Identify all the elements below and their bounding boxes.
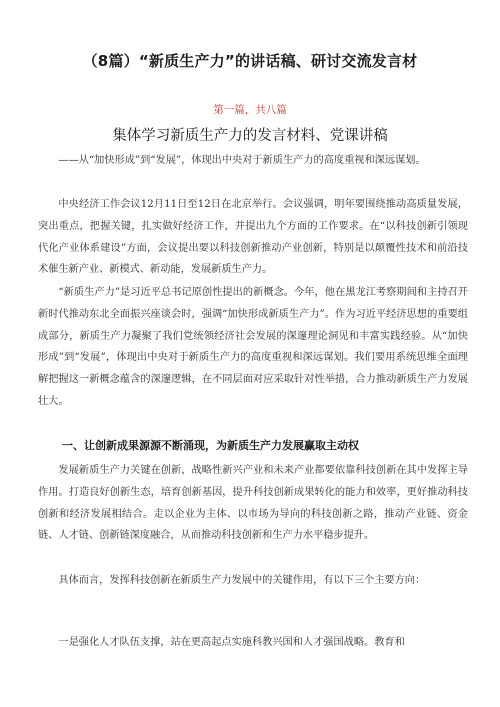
article-subtitle: ——从“加快形成”到“发展”，体现出中央对于新质生产力的高度重视和深远谋划。: [58, 155, 426, 166]
body-paragraph: 发展新质生产力关键在创新，战略性新兴产业和未来产业都要依靠科技创新在其中发挥主导作用。打造良好创新生态，培育创新基因，提升科技创新成果转化的能力和效率，更好推动科技创新和经济发展相结合。走以企业为主体、以市场为导向的科技创新之路，推动产业链、资金链、人才链、创新链深度融合，从而推动科技创新和生产力水平稳步提升。: [38, 465, 468, 542]
body-paragraph: 一是强化人才队伍支撑，站在更高起点实施科教兴国和人才强国战略。教育和: [58, 637, 405, 648]
section-heading: 一、让创新成果源源不断涌现，为新质生产力发展赢取主动权: [62, 439, 359, 452]
body-paragraph: 具体而言，发挥科技创新在新质生产力发展中的关键作用，有以下三个主要方向：: [58, 575, 426, 586]
section-counter: 第一篇，共八篇: [213, 104, 287, 116]
document-title: （8篇）“新质生产力”的讲话稿、研讨交流发言材: [82, 52, 418, 70]
body-paragraph: 中央经济工作会议12月11日至12日在北京举行。会议强调，明年要围绕推动高质量发展，突出重点，把握关键，扎实做好经济工作，并提出九个方面的工作要求。在“以科技创新引领现代化产业体系建设”方面，会议提出要以科技创新推动产业创新，特别是以颠覆性技术和前沿技术催生新产业、新模式、新动能，发展新质生产力。: [38, 199, 468, 276]
body-paragraph: “新质生产力”是习近平总书记原创性提出的新概念。今年，他在黑龙江考察期间和主持召开新时代推动东北全面振兴座谈会时，强调“加快形成新质生产力”。作为习近平经济思想的重要组成部分，新质生产力凝聚了我们党统领经济社会发展的深邃理论洞见和丰富实践经验。从“加快形成”到“发展”，体现出中央对于新质生产力的高度重视和深远谋划。我们要用系统思维全面理解把握这一新概念蕴含的深邃逻辑，在不同层面对应采取针对性举措，合力推动新质生产力发展壮大。: [38, 287, 468, 407]
article-title: 集体学习新质生产力的发言材料、党课讲稿: [112, 128, 388, 144]
